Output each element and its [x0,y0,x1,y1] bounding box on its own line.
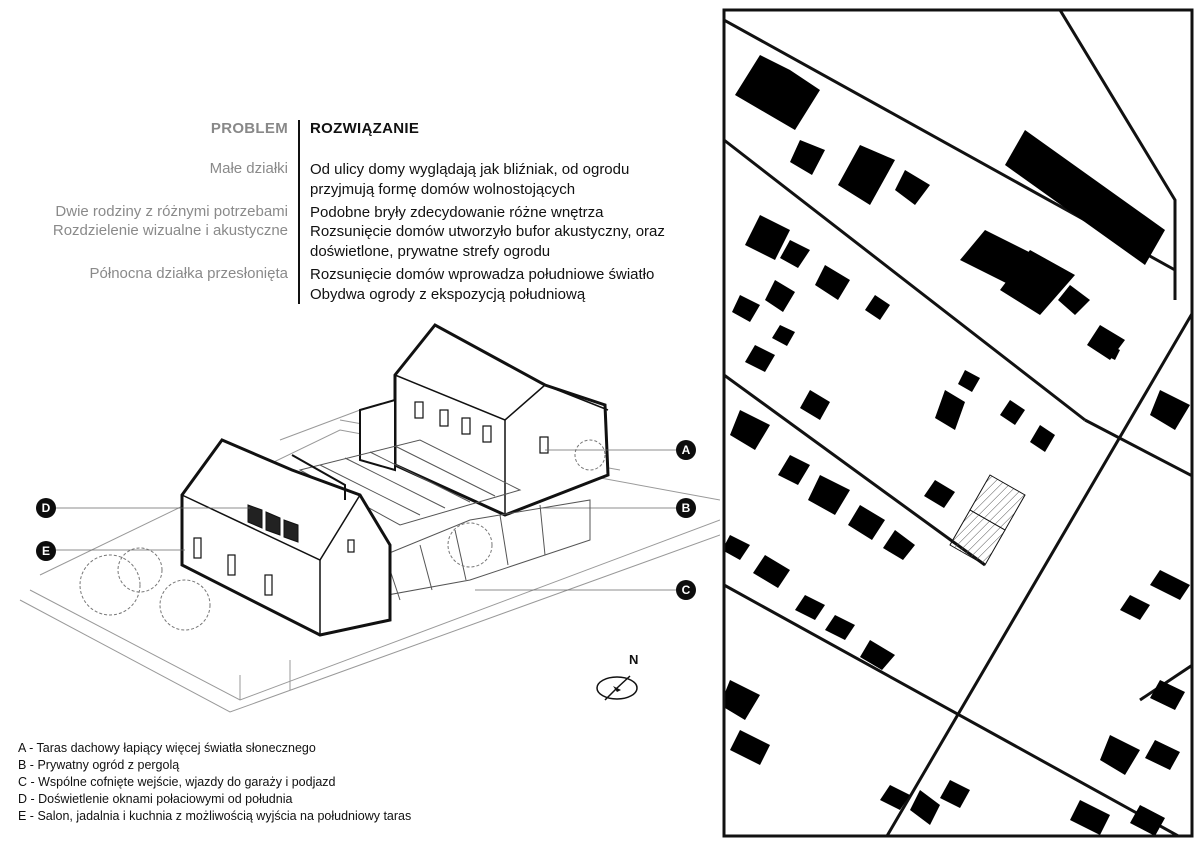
legend-item: C - Wspólne cofnięte wejście, wjazdy do garaży i podjazd [18,775,336,789]
solution-item: Rozsunięcie domów wprowadza południowe światło [310,266,655,283]
solution-item: doświetlone, prywatne strefy ogrodu [310,243,551,260]
legend-item: A - Taras dachowy łapiący więcej światła słonecznego [18,741,316,755]
legend-item: E - Salon, jadalnia i kuchnia z możliwością wyjścia na południowy taras [18,809,412,823]
legend [18,740,411,825]
buildings [720,55,1190,836]
solution-item: przyjmują formę domów wolnostojących [310,181,576,198]
solution-item: Podobne bryły zdecydowanie różne wnętrza [310,204,604,221]
site-plan-frame [724,10,1192,836]
callout-c: C [676,580,696,600]
legend-item: B - Prywatny ogród z pergolą [18,758,180,772]
problem-header: PROBLEM [210,120,288,137]
compass-icon [597,676,637,700]
callout-e: E [36,541,56,561]
rear-house [360,325,608,515]
callout-a: A [676,440,696,460]
solution-item: Rozsunięcie domów utworzyło bufor akustyczny, oraz [310,223,665,240]
parcel-lines [724,10,1200,848]
problem-item: Rozdzielenie wizualne i akustyczne [52,222,288,239]
problem-item: Dwie rodziny z różnymi potrzebami [55,203,288,220]
solution-header: ROZWIĄZANIE [310,120,420,137]
problem-item: Małe działki [209,160,288,177]
solution-item: Obydwa ogrody z ekspozycją południową [310,286,586,303]
callout-b: B [676,498,696,518]
highlighted-parcels [950,475,1025,565]
site-plan-content [720,10,1200,848]
legend-item: D - Doświetlenie oknami połaciowymi od południa [18,792,293,806]
problem-item: Północna działka przesłonięta [89,265,288,282]
compass-label: N [629,652,639,667]
callout-d: D [36,498,56,518]
solution-item: Od ulicy domy wyglądają jak bliźniak, od ogrodu [310,161,630,178]
